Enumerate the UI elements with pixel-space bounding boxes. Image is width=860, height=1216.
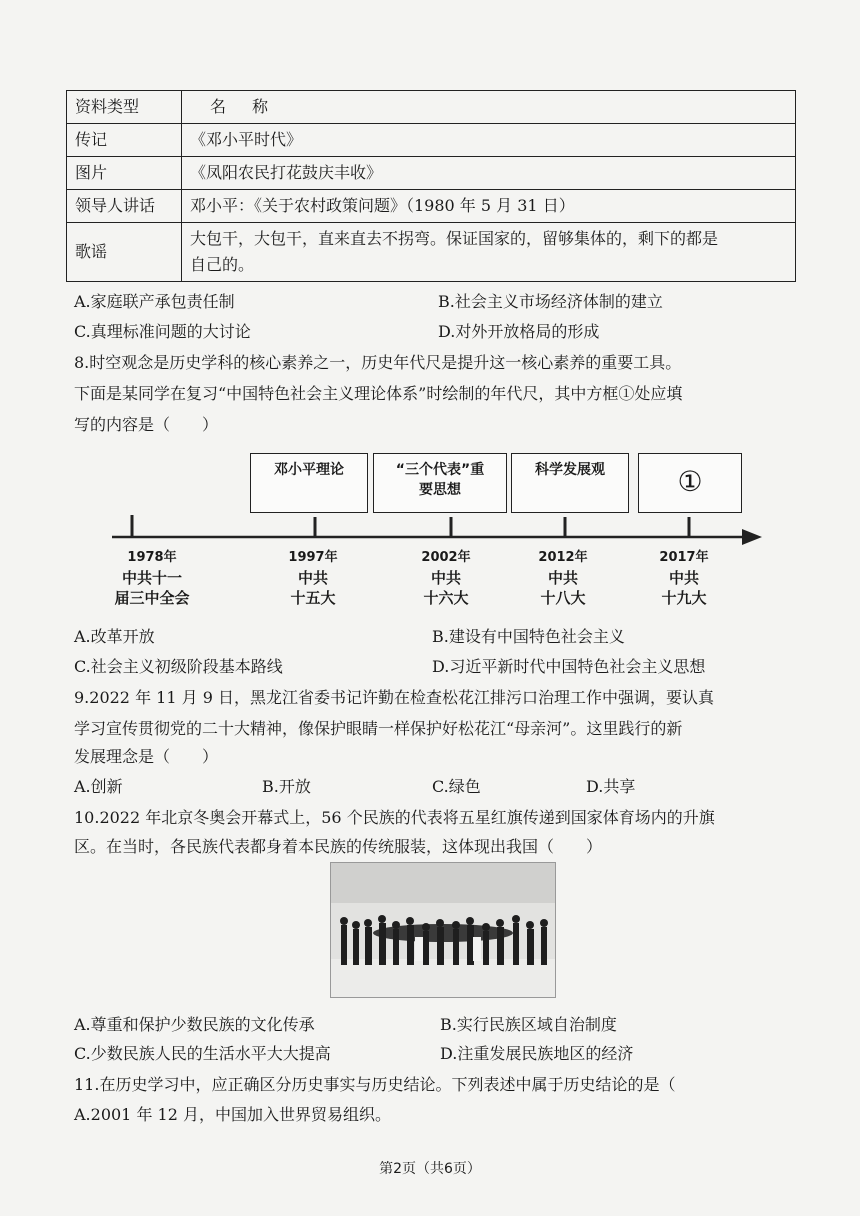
timeline-box-deng: 邓小平理论 xyxy=(250,453,368,513)
timeline-event: 中共 xyxy=(668,569,699,587)
timeline-box-line: 要思想 xyxy=(419,482,461,498)
q11-stem-line: 11.在历史学习中，应正确区分历史事实与历史结论。下列表述中属于历史结论的是（ xyxy=(74,1075,676,1094)
q10-option-d: D.注重发展民族地区的经济 xyxy=(440,1044,634,1063)
q8-stem-line: 8.时空观念是历史学科的核心素养之一，历史年代尺是提升这一核心素养的重要工具。 xyxy=(74,353,682,372)
table-cell-name: 邓小平：《关于农村政策问题》（1980 年 5 月 31 日） xyxy=(182,190,796,223)
timeline-event: 十九大 xyxy=(661,589,707,607)
q8-option-c: C.社会主义初级阶段基本路线 xyxy=(74,657,283,676)
timeline-event: 届三中全会 xyxy=(114,589,190,607)
table-cell-type: 图片 xyxy=(67,157,182,190)
timeline-event: 中共 xyxy=(430,569,461,587)
timeline-label-2017 xyxy=(629,548,739,608)
page-number: 第2页（共6页） xyxy=(379,1161,481,1177)
q10-stem-line: 10.2022 年北京冬奥会开幕式上，56 个民族的代表将五星红旗传递到国家体育场内的升旗 xyxy=(74,808,715,827)
timeline-year: 2012年 xyxy=(538,550,588,565)
timeline-year: 2017年 xyxy=(659,550,709,565)
q7-option-c: C.真理标准问题的大讨论 xyxy=(74,322,251,341)
ceremony-photo xyxy=(330,862,556,998)
q8-stem-line: 下面是某同学在复习“中国特色社会主义理论体系”时绘制的年代尺，其中方框①处应填 xyxy=(74,384,683,403)
timeline-label-1997 xyxy=(258,548,368,608)
timeline-box-blank: ① xyxy=(638,453,742,513)
q11-option-a: A.2001 年 12 月，中国加入世界贸易组织。 xyxy=(74,1105,391,1124)
timeline-label-1978 xyxy=(97,548,207,608)
q8-stem-line: 写的内容是（ ） xyxy=(74,415,219,434)
q10-option-b: B.实行民族区域自治制度 xyxy=(440,1015,617,1034)
timeline-year: 1997年 xyxy=(288,550,338,565)
table-cell-line: 大包干，大包干，直来直去不拐弯。保证国家的，留够集体的，剩下的都是 xyxy=(190,229,719,248)
table-cell-type: 领导人讲话 xyxy=(67,190,182,223)
table-cell-line: 自己的。 xyxy=(190,255,255,274)
q9-stem-line: 学习宣传贯彻党的二十大精神，像保护眼睛一样保护好松花江“母亲河”。这里践行的新 xyxy=(74,719,683,738)
q8-option-b: B.建设有中国特色社会主义 xyxy=(432,627,625,646)
q9-option-b: B.开放 xyxy=(262,777,311,796)
table-cell-type: 传记 xyxy=(67,124,182,157)
table-cell-name: 《凤阳农民打花鼓庆丰收》 xyxy=(182,157,796,190)
timeline-year: 1978年 xyxy=(127,550,177,565)
ceremony-photo-image xyxy=(331,863,555,997)
table-cell-name: 《邓小平时代》 xyxy=(182,124,796,157)
table-header-name: 名称 xyxy=(182,91,796,124)
timeline-label-2002 xyxy=(391,548,501,608)
timeline-arrow-head xyxy=(742,529,762,545)
q9-stem-line: 9.2022 年 11 月 9 日，黑龙江省委书记许勤在检查松花江排污口治理工作中强调，要认真 xyxy=(74,688,714,707)
q9-option-d: D.共享 xyxy=(586,777,636,796)
q9-stem-line: 发展理念是（ ） xyxy=(74,747,219,766)
table-header-type: 资料类型 xyxy=(67,91,182,124)
q9-option-a: A.创新 xyxy=(74,777,123,796)
table-cell-type: 歌谣 xyxy=(67,223,182,282)
timeline-box-scientific-development: 科学发展观 xyxy=(511,453,629,513)
timeline-event: 中共十一 xyxy=(121,569,182,587)
q7-option-b: B.社会主义市场经济体制的建立 xyxy=(438,292,663,311)
q9-option-c: C.绿色 xyxy=(432,777,481,796)
q8-option-d: D.习近平新时代中国特色社会主义思想 xyxy=(432,657,706,676)
q8-option-a: A.改革开放 xyxy=(74,627,155,646)
timeline-event: 中共 xyxy=(297,569,328,587)
timeline-event: 十五大 xyxy=(290,589,336,607)
timeline-year: 2002年 xyxy=(421,550,471,565)
timeline-event: 中共 xyxy=(547,569,578,587)
timeline-event: 十八大 xyxy=(540,589,586,607)
q7-option-d: D.对外开放格局的形成 xyxy=(438,322,600,341)
timeline-event: 十六大 xyxy=(423,589,469,607)
q10-option-c: C.少数民族人民的生活水平大大提高 xyxy=(74,1044,331,1063)
q10-option-a: A.尊重和保护少数民族的文化传承 xyxy=(74,1015,315,1034)
timeline-label-2012 xyxy=(508,548,618,608)
timeline-box-line: “三个代表”重 xyxy=(395,462,485,478)
q10-stem-line: 区。在当时，各民族代表都身着本民族的传统服装，这体现出我国（ ） xyxy=(74,837,603,856)
q7-option-a: A.家庭联产承包责任制 xyxy=(74,292,235,311)
